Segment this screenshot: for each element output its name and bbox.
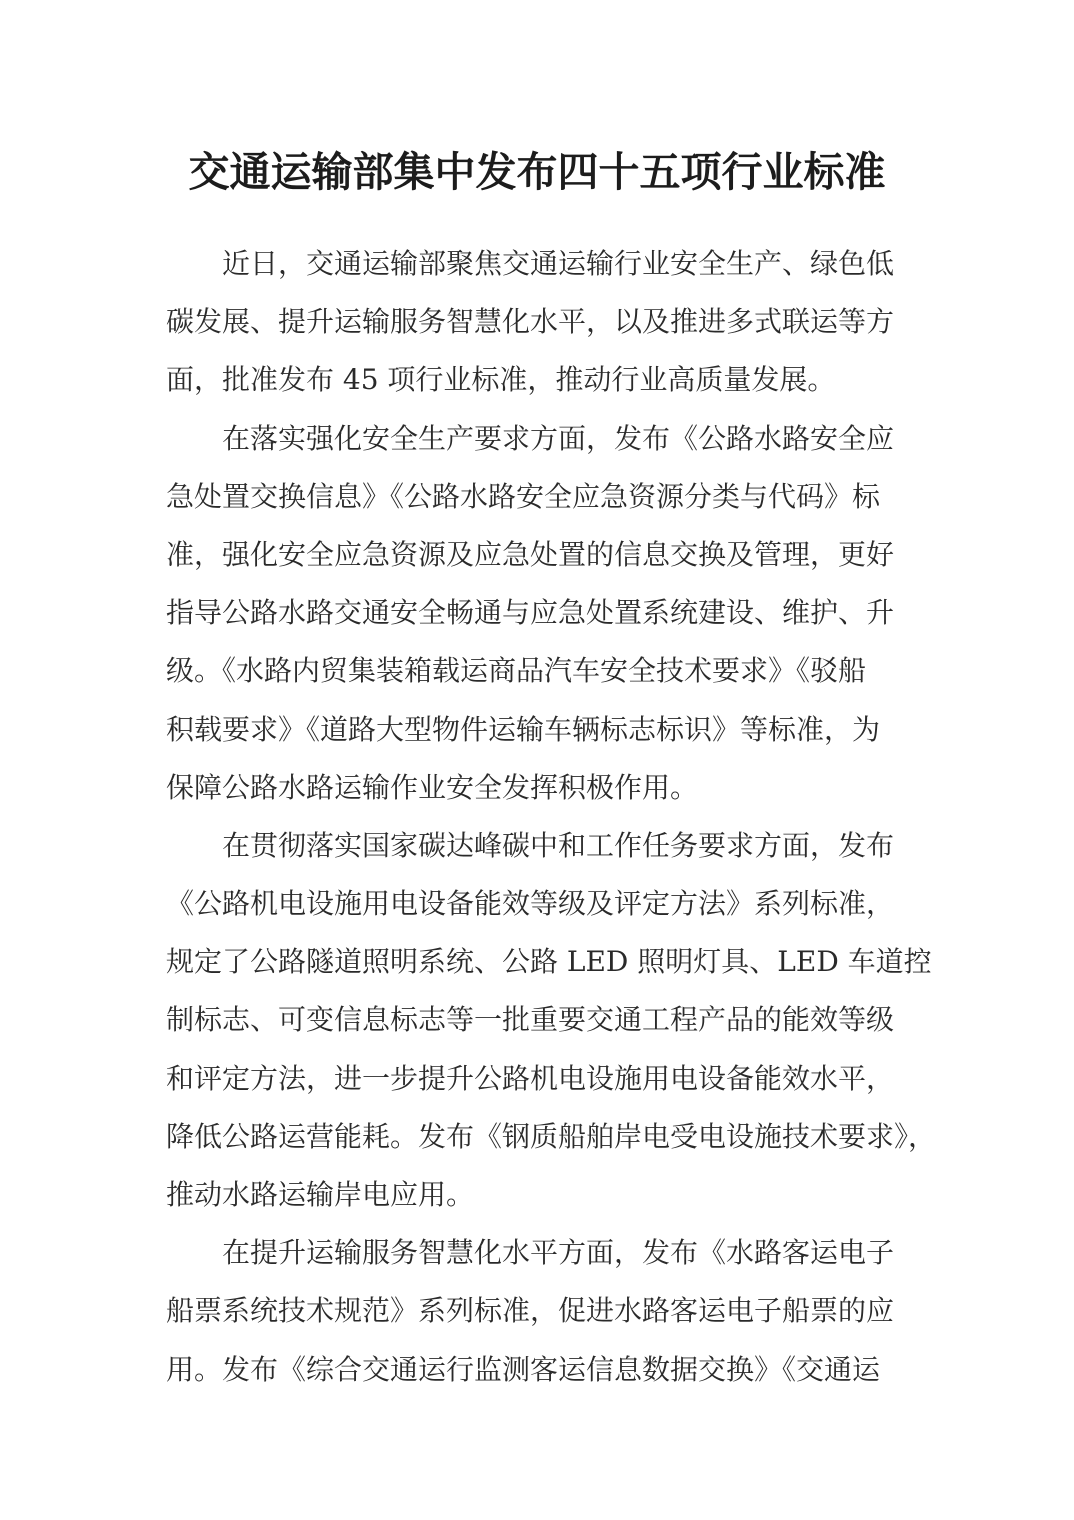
paragraph [166,235,914,410]
text-line: 在提升运输服务智慧化水平方面，发布《水路客运电子 [222,1236,895,1270]
text-line: 碳发展、提升运输服务智慧化水平，以及推进多式联运等方 [166,305,895,339]
text-line: 推动水路运输岸电应用。 [166,1178,475,1211]
paragraph [166,410,914,817]
text-line: 用。发布《综合交通运行监测客运信息数据交换》《交通运 [166,1352,881,1386]
text-line: 在落实强化安全生产要求方面，发布《公路水路安全应 [222,421,895,455]
paragraph [166,1224,914,1399]
text-line: 级。《水路内贸集装箱载运商品汽车安全技术要求》《驳船 [166,654,867,688]
document-body [166,235,937,1399]
text-line: 《公路机电设施用电设备能效等级及评定方法》系列标准， [166,887,895,921]
text-line: 急处置交换信息》《公路水路安全应急资源分类与代码》标 [166,479,881,513]
text-line: 指导公路水路交通安全畅通与应急处置系统建设、维护、升 [166,596,895,630]
text-line: 船票系统技术规范》系列标准，促进水路客运电子船票的应 [166,1294,895,1328]
text-line: 规定了公路隧道照明系统、公路 LED 照明灯具、LED 车道控 [166,945,932,979]
text-line: 保障公路水路运输作业安全发挥积极作用。 [166,770,699,804]
paragraph [166,817,937,1224]
text-line: 和评定方法，进一步提升公路机电设施用电设备能效水平， [166,1061,895,1095]
text-line: 近日，交通运输部聚焦交通运输行业安全生产、绿色低 [222,247,895,280]
text-line: 准，强化安全应急资源及应急处置的信息交换及管理，更好 [166,537,895,571]
text-line: 降低公路运营能耗。发布《钢质船舶岸电受电设施技术要求》， [166,1119,937,1153]
text-line: 面，批准发布 45 项行业标准，推动行业高质量发展。 [166,363,836,397]
text-line: 积载要求》《道路大型物件运输车辆标志标识》等标准，为 [166,712,881,746]
document-title: 交通运输部集中发布四十五项行业标准 [188,148,886,196]
text-line: 在贯彻落实国家碳达峰碳中和工作任务要求方面，发布 [222,828,895,862]
text-line: 制标志、可变信息标志等一批重要交通工程产品的能效等级 [166,1003,895,1037]
